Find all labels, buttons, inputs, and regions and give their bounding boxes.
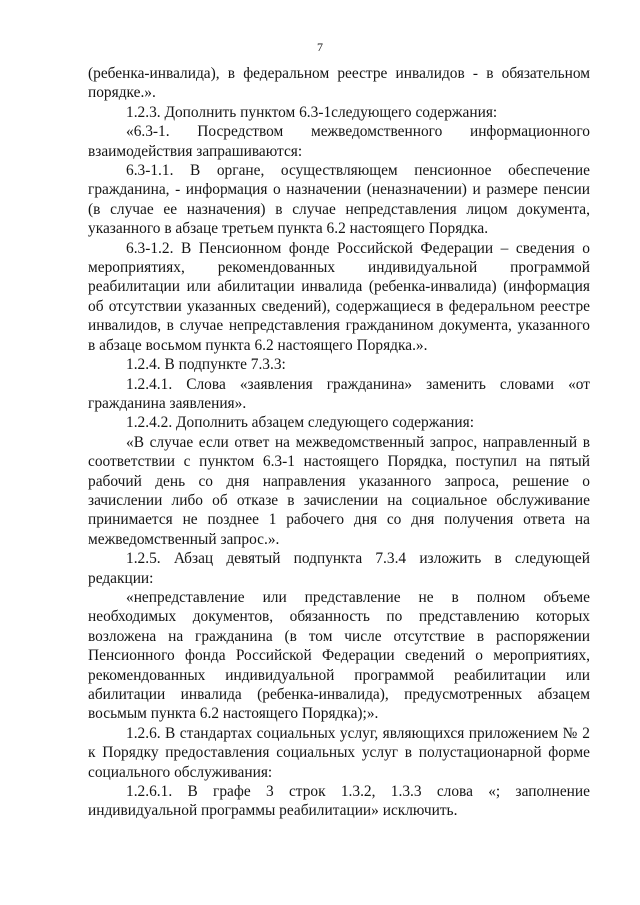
paragraph-1-2-6: 1.2.6. В стандартах социальных услуг, являющихся приложением № 2 к Порядку предоставления социальных услуг в полустационарной форме социального обслуживания: (88, 724, 590, 781)
paragraph-quoted-addition: «В случае если ответ на межведомственный запрос, направленный в соответствии с пунктом 6.3-1 настоящего Порядка, поступил на пятый рабочий день со дня направления указанного запроса, решение о зачислении либо об отказе в зачислении на социальное обслуживание принимается не позднее 1 рабочего дня со дня получения ответа на межведомственный запрос.». (88, 433, 590, 548)
paragraph-1-2-4: 1.2.4. В подпункте 7.3.3: (126, 356, 286, 374)
paragraph-quoted-new-edition: «непредставление или представление не в полном объеме необходимых документов, обязанность по представлению которых возложена на гражданина (в том числе отсутствие в распоряжении Пенсионного фонда Российской Федерации сведений о мероприятиях, рекомендованных индивидуальной программой реабилитации или абилитации инвалида (ребенка-инвалида), предусмотренных абзацем восьмым пункта 6.2 настоящего Порядка);». (88, 588, 590, 723)
page-number: 7 (317, 40, 323, 54)
document-body (88, 64, 590, 821)
paragraph-1-2-4-2: 1.2.4.2. Дополнить абзацем следующего содержания: (126, 414, 474, 432)
paragraph-6-3-1: «6.3-1. Посредством межведомственного информационного взаимодействия запрашиваются: (88, 123, 590, 160)
paragraph-1-2-5: 1.2.5. Абзац девятый подпункта 7.3.4 изложить в следующей редакции: (88, 550, 590, 587)
paragraph-6-3-1-2: 6.3-1.2. В Пенсионном фонде Российской Федерации – сведения о мероприятиях, рекомендованных индивидуальной программой реабилитации или абилитации инвалида (ребенка-инвалида) (информация об отсутствии указанных сведений), содержащиеся в федеральном реестре инвалидов, в случае непредставления гражданином документа, указанного в абзаце восьмом пункта 6.2 настоящего Порядка.». (88, 239, 590, 354)
paragraph-6-3-1-1: 6.3-1.1. В органе, осуществляющем пенсионное обеспечение гражданина, - информация о назначении (неназначении) и размере пенсии (в случае ее назначения) в случае непредставления лицом документа, указанного в абзаце третьем пункта 6.2 настоящего Порядка. (88, 162, 590, 238)
paragraph-1-2-3: 1.2.3. Дополнить пунктом 6.3-1следующего содержания: (126, 103, 498, 121)
paragraph-1-2-4-1: 1.2.4.1. Слова «заявления гражданина» заменить словами «от гражданина заявления». (88, 375, 590, 412)
paragraph-continuation: (ребенка-инвалида), в федеральном реестре инвалидов - в обязательном порядке.». (88, 65, 590, 102)
paragraph-1-2-6-1: 1.2.6.1. В графе 3 строк 1.3.2, 1.3.3 слова «; заполнение индивидуальной программы реабилитации» исключить. (88, 783, 590, 820)
